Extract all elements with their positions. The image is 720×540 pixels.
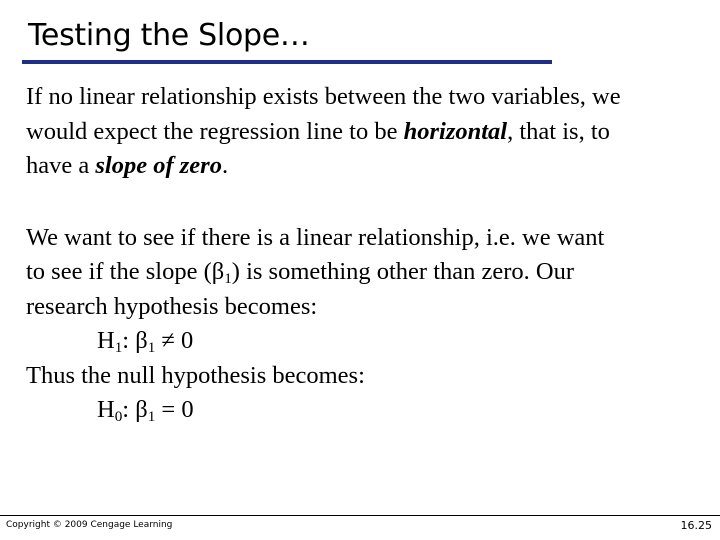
paragraph-research-hypothesis bbox=[26, 221, 716, 325]
hyp-h: H bbox=[97, 327, 115, 354]
copyright-notice: Copyright © 2009 Cengage Learning bbox=[6, 520, 173, 530]
subscript: 1 bbox=[224, 269, 232, 287]
emphasis-horizontal: horizontal bbox=[403, 117, 508, 145]
hyp-beta: : β bbox=[122, 396, 148, 423]
subscript: 1 bbox=[114, 338, 123, 356]
slide-body bbox=[26, 80, 716, 428]
null-hypothesis-intro: Thus the null hypothesis becomes: bbox=[26, 361, 365, 389]
text-run: , that is, to bbox=[507, 117, 610, 145]
text-line bbox=[26, 115, 716, 150]
title-underline bbox=[22, 60, 552, 64]
text-run: . bbox=[221, 152, 229, 179]
hyp-beta: : β bbox=[122, 327, 148, 354]
text-line: We want to see if there is a linear relationship, i.e. we want bbox=[26, 223, 605, 251]
text-line: research hypothesis becomes: bbox=[26, 292, 318, 320]
text-line: If no linear relationship exists between the two variables, we bbox=[26, 83, 621, 110]
slide-title: Testing the Slope… bbox=[28, 18, 310, 53]
null-hypothesis bbox=[26, 393, 716, 428]
paragraph-horizontal-line bbox=[26, 80, 716, 184]
text-run: would expect the regression line to be bbox=[26, 117, 404, 145]
hyp-relation: = 0 bbox=[155, 396, 194, 423]
subscript: 1 bbox=[147, 338, 156, 356]
text-line bbox=[26, 255, 716, 290]
text-run: have a bbox=[26, 152, 96, 179]
hyp-h: H bbox=[97, 396, 115, 423]
alternative-hypothesis bbox=[26, 324, 716, 359]
text-run: to see if the slope (β bbox=[26, 258, 225, 285]
text-run: ) is something other than zero. Our bbox=[231, 258, 575, 285]
text-line bbox=[26, 149, 716, 184]
subscript: 1 bbox=[147, 407, 156, 425]
hyp-relation: ≠ 0 bbox=[155, 327, 194, 354]
footer-divider bbox=[0, 515, 720, 516]
emphasis-slope-of-zero: slope of zero bbox=[95, 152, 222, 179]
slide-number: 16.25 bbox=[680, 519, 712, 532]
subscript: 0 bbox=[114, 407, 123, 425]
paragraph-spacer bbox=[26, 184, 716, 221]
